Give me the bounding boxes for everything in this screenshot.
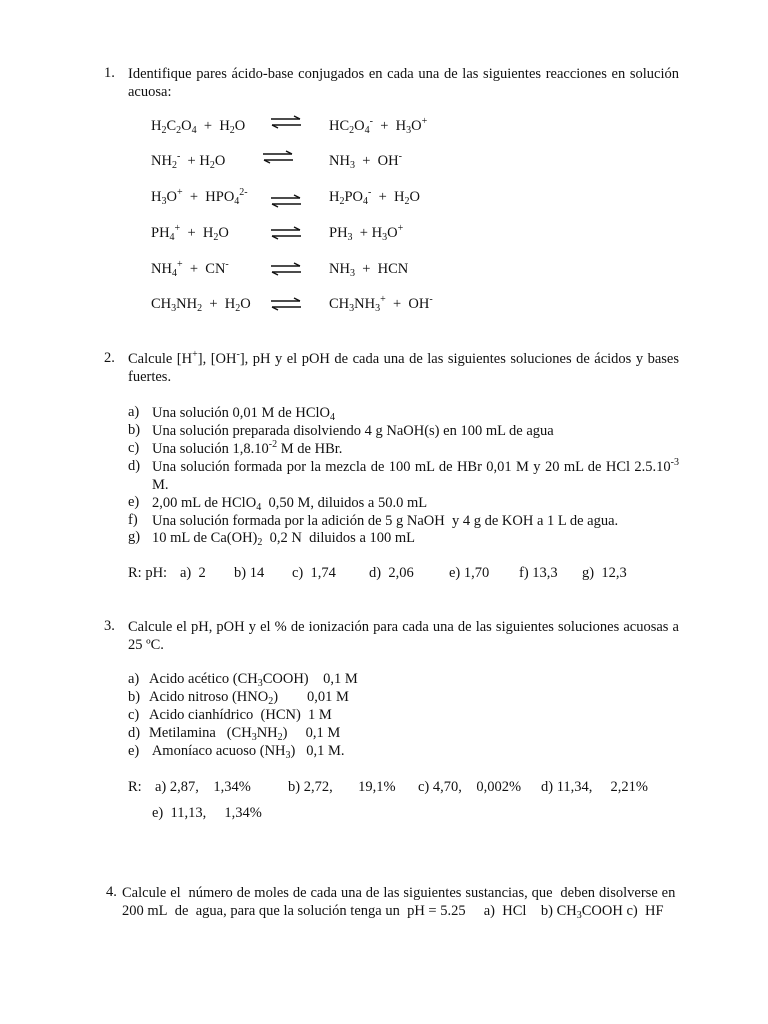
question-4-text: Calcule el número de moles de cada una de las siguientes sustancias, que deben disolverse en 200 mL de agua, para que la solución tenga un pH = 5.25 a) HCl b) $CH_3COOH$ c) HF <box>122 885 679 921</box>
reaction-products: $NH_3 + OH^-$ <box>329 151 402 171</box>
reaction-reactants: $NH_2^- + H_2O$ <box>151 151 226 171</box>
list-item-label: c) <box>128 440 140 456</box>
list-item: Amoníaco acuoso $(NH_3)$ 0,1 M. <box>149 743 345 761</box>
reaction-products: $NH_3$ + HCN <box>329 261 409 279</box>
list-item-label: d) <box>128 725 141 741</box>
answer-value: d) 11,34, 2,21% <box>541 779 648 795</box>
list-item: Una solución formada por la mezcla de 100 mL de HBr 0,01 M y 20 mL de HCl $2.5.10^{-3}$ M. <box>152 457 679 493</box>
list-item: Una solución 0,01 M de HClO$_4$ <box>152 405 336 423</box>
answer-value: e) 1,70 <box>449 565 490 581</box>
equilibrium-arrow-icon <box>270 226 302 240</box>
list-item-label: a) <box>128 404 140 420</box>
list-item-label: b) <box>128 689 141 705</box>
reaction-reactants: $PH_4^+ + H_2O$ <box>151 223 229 243</box>
reaction-reactants: $NH_4^+ + CN^-$ <box>151 259 229 279</box>
equilibrium-arrow-icon <box>270 262 302 276</box>
question-1-text: Identifique pares ácido-base conjugados en cada una de las siguientes reacciones en solución acuosa: <box>128 66 679 100</box>
reaction-products: $H_2PO_4^- + H_2O$ <box>329 187 421 207</box>
equilibrium-arrow-icon <box>270 297 302 311</box>
list-item-label: f) <box>128 512 138 528</box>
list-item-label: c) <box>128 707 140 723</box>
reaction-products: $HC_2O_4^- + H_3O^+$ <box>329 116 428 136</box>
question-3-number: 3. <box>104 618 115 634</box>
answer-prefix: R: <box>128 779 142 795</box>
list-item: Una solución preparada disolviendo 4 g NaOH(s) en 100 mL de agua <box>152 423 554 439</box>
reaction-products: $PH_3 + H_3O^+$ <box>329 223 404 243</box>
list-item: Acido acético $(CH_3COOH)$ 0,1 M <box>149 671 358 689</box>
answer-value: f) 13,3 <box>519 565 558 581</box>
answer-value: b) 2,72, 19,1% <box>288 779 396 795</box>
list-item: 10 mL de $Ca(OH)_2$ 0,2 N diluidos a 100 mL <box>152 530 416 548</box>
question-3-text: Calcule el pH, pOH y el % de ionización para cada una de las siguientes soluciones acuosas a 25 ºC. <box>128 619 679 653</box>
equilibrium-arrow-icon <box>270 115 302 129</box>
answer-prefix: R: pH: <box>128 565 168 581</box>
reaction-reactants: $CH_3NH_2 + H_2O$ <box>151 296 251 314</box>
list-item-label: a) <box>128 671 140 687</box>
reaction-products: $CH_3NH_3^+ + OH^-$ <box>329 294 433 314</box>
list-item-label: e) <box>128 743 140 759</box>
reaction-reactants: $H_2C_2O_4 + H_2O$ <box>151 118 246 136</box>
equilibrium-arrow-icon <box>270 194 302 208</box>
question-2-number: 2. <box>104 350 115 366</box>
question-4-number: 4. <box>106 884 117 900</box>
question-2-text: Calcule [H+], [OH-], pH y el pOH de cada una de las siguientes soluciones de ácidos y bases fuertes. <box>128 349 679 385</box>
answer-value: c) 4,70, 0,002% <box>418 779 522 795</box>
question-1-number: 1. <box>104 65 115 81</box>
list-item-label: b) <box>128 422 141 438</box>
list-item: Metilamina $(CH_3NH_2)$ 0,1 M <box>149 725 341 743</box>
answer-value: a) 2,87, 1,34% <box>155 779 251 795</box>
list-item: Una solución $1,8.10^{-2}$ M de HBr. <box>152 439 343 457</box>
answer-value: c) 1,74 <box>292 565 336 581</box>
list-item-label: g) <box>128 529 141 545</box>
equilibrium-arrow-icon <box>262 150 294 164</box>
answer-value: a) 2 <box>180 565 206 581</box>
answer-value: b) 14 <box>234 565 265 581</box>
list-item-label: e) <box>128 494 140 510</box>
list-item: Acido cianhídrico (HCN) 1 M <box>149 707 332 723</box>
list-item-label: d) <box>128 458 141 474</box>
list-item: Una solución formada por la adición de 5 g NaOH y 4 g de KOH a 1 L de agua. <box>152 513 619 529</box>
list-item: 2,00 mL de HClO$_4$ 0,50 M, diluidos a 50.0 mL <box>152 495 428 513</box>
answer-value: e) 11,13, 1,34% <box>152 805 262 821</box>
reaction-reactants: $H_3O^+ + HPO_4^{2-}$ <box>151 187 248 207</box>
answer-value: g) 12,3 <box>582 565 627 581</box>
answer-value: d) 2,06 <box>369 565 414 581</box>
list-item: Acido nitroso $(HNO_2)$ 0,01 M <box>149 689 349 707</box>
